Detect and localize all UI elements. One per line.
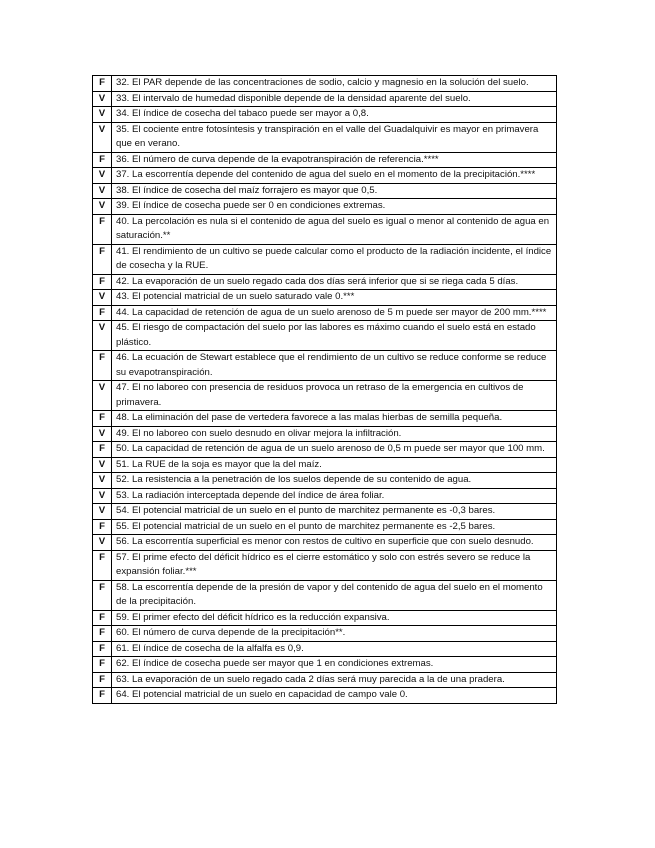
answer-cell: V [93, 426, 112, 442]
table-row [93, 610, 557, 626]
table-row [93, 550, 557, 580]
statement-cell: 32. El PAR depende de las concentraciones de sodio, calcio y magnesio en la solución del suelo. [112, 76, 557, 92]
answer-table [92, 75, 557, 704]
statement-cell: 48. La eliminación del pase de vertedera favorece a las malas hierbas de semilla pequeña. [112, 411, 557, 427]
statement-cell: 55. El potencial matricial de un suelo en el punto de marchitez permanente es -2,5 bares. [112, 519, 557, 535]
answer-cell: F [93, 672, 112, 688]
table-row [93, 626, 557, 642]
table-row [93, 183, 557, 199]
table-row [93, 274, 557, 290]
statement-cell: 57. El prime efecto del déficit hídrico es el cierre estomático y solo con estrés severo se reduce la expansión foliar.*** [112, 550, 557, 580]
table-row [93, 381, 557, 411]
answer-cell: V [93, 290, 112, 306]
table-row [93, 168, 557, 184]
table-row [93, 290, 557, 306]
table-row [93, 641, 557, 657]
table-row [93, 199, 557, 215]
answer-cell: V [93, 91, 112, 107]
answer-cell: F [93, 657, 112, 673]
table-row [93, 504, 557, 520]
table-row [93, 688, 557, 704]
table-row [93, 519, 557, 535]
answer-cell: V [93, 199, 112, 215]
statement-cell: 46. La ecuación de Stewart establece que el rendimiento de un cultivo se reduce conforme se reduce su evapotranspiración. [112, 351, 557, 381]
statement-cell: 34. El índice de cosecha del tabaco puede ser mayor a 0,8. [112, 107, 557, 123]
statement-cell: 36. El número de curva depende de la evapotranspiración de referencia.**** [112, 152, 557, 168]
answer-cell: F [93, 152, 112, 168]
statement-cell: 58. La escorrentía depende de la presión de vapor y del contenido de agua del suelo en el momento de la precipitación. [112, 580, 557, 610]
answer-cell: F [93, 351, 112, 381]
statement-cell: 44. La capacidad de retención de agua de un suelo arenoso de 5 m puede ser mayor de 200 mm.**** [112, 305, 557, 321]
statement-cell: 62. El índice de cosecha puede ser mayor que 1 en condiciones extremas. [112, 657, 557, 673]
statement-cell: 63. La evaporación de un suelo regado cada 2 días será muy parecida a la de una pradera. [112, 672, 557, 688]
table-row [93, 442, 557, 458]
answer-cell: F [93, 688, 112, 704]
table-row [93, 244, 557, 274]
answer-cell: V [93, 457, 112, 473]
statement-cell: 53. La radiación interceptada depende del índice de área foliar. [112, 488, 557, 504]
table-row [93, 580, 557, 610]
statement-cell: 41. El rendimiento de un cultivo se puede calcular como el producto de la radiación incidente, el índice de cosecha y la RUE. [112, 244, 557, 274]
statement-cell: 61. El índice de cosecha de la alfalfa es 0,9. [112, 641, 557, 657]
answer-cell: F [93, 244, 112, 274]
answer-cell: F [93, 274, 112, 290]
statement-cell: 54. El potencial matricial de un suelo en el punto de marchitez permanente es -0,3 bares. [112, 504, 557, 520]
statement-cell: 45. El riesgo de compactación del suelo por las labores es máximo cuando el suelo está en estado plástico. [112, 321, 557, 351]
answer-cell: V [93, 381, 112, 411]
answer-cell: F [93, 641, 112, 657]
answer-cell: F [93, 305, 112, 321]
statement-cell: 39. El índice de cosecha puede ser 0 en condiciones extremas. [112, 199, 557, 215]
statement-cell: 59. El primer efecto del déficit hídrico es la reducción expansiva. [112, 610, 557, 626]
table-row [93, 76, 557, 92]
statement-cell: 50. La capacidad de retención de agua de un suelo arenoso de 0,5 m puede ser mayor que 100 mm. [112, 442, 557, 458]
statement-cell: 47. El no laboreo con presencia de residuos provoca un retraso de la emergencia en cultivos de primavera. [112, 381, 557, 411]
table-row [93, 457, 557, 473]
answer-cell: F [93, 580, 112, 610]
statement-cell: 43. El potencial matricial de un suelo saturado vale 0.*** [112, 290, 557, 306]
statement-cell: 52. La resistencia a la penetración de los suelos depende de su contenido de agua. [112, 473, 557, 489]
answer-cell: V [93, 183, 112, 199]
statement-cell: 37. La escorrentía depende del contenido de agua del suelo en el momento de la precipitación.**** [112, 168, 557, 184]
statement-cell: 64. El potencial matricial de un suelo en capacidad de campo vale 0. [112, 688, 557, 704]
statement-cell: 38. El índice de cosecha del maíz forrajero es mayor que 0,5. [112, 183, 557, 199]
answer-cell: F [93, 76, 112, 92]
statement-cell: 51. La RUE de la soja es mayor que la del maíz. [112, 457, 557, 473]
table-row [93, 214, 557, 244]
answer-table-body [93, 76, 557, 704]
answer-cell: V [93, 321, 112, 351]
answer-cell: V [93, 107, 112, 123]
answer-cell: F [93, 411, 112, 427]
answer-cell: V [93, 122, 112, 152]
answer-cell: F [93, 519, 112, 535]
table-row [93, 535, 557, 551]
table-row [93, 321, 557, 351]
answer-cell: F [93, 442, 112, 458]
statement-cell: 49. El no laboreo con suelo desnudo en olivar mejora la infiltración. [112, 426, 557, 442]
statement-cell: 42. La evaporación de un suelo regado cada dos días será inferior que si se riega cada 5 días. [112, 274, 557, 290]
table-row [93, 305, 557, 321]
answer-cell: V [93, 168, 112, 184]
table-row [93, 473, 557, 489]
true-false-document [92, 75, 557, 704]
statement-cell: 35. El cociente entre fotosíntesis y transpiración en el valle del Guadalquivir es mayor en primavera que en verano. [112, 122, 557, 152]
statement-cell: 33. El intervalo de humedad disponible depende de la densidad aparente del suelo. [112, 91, 557, 107]
statement-cell: 60. El número de curva depende de la precipitación**. [112, 626, 557, 642]
statement-cell: 56. La escorrentía superficial es menor con restos de cultivo en superficie que con suelo desnudo. [112, 535, 557, 551]
statement-cell: 40. La percolación es nula si el contenido de agua del suelo es igual o menor al contenido de agua en saturación.** [112, 214, 557, 244]
answer-cell: F [93, 626, 112, 642]
table-row [93, 152, 557, 168]
table-row [93, 122, 557, 152]
table-row [93, 107, 557, 123]
table-row [93, 411, 557, 427]
table-row [93, 672, 557, 688]
table-row [93, 488, 557, 504]
table-row [93, 426, 557, 442]
table-row [93, 351, 557, 381]
answer-cell: V [93, 473, 112, 489]
answer-cell: V [93, 488, 112, 504]
answer-cell: V [93, 535, 112, 551]
table-row [93, 657, 557, 673]
answer-cell: F [93, 610, 112, 626]
answer-cell: F [93, 550, 112, 580]
table-row [93, 91, 557, 107]
answer-cell: V [93, 504, 112, 520]
answer-cell: F [93, 214, 112, 244]
